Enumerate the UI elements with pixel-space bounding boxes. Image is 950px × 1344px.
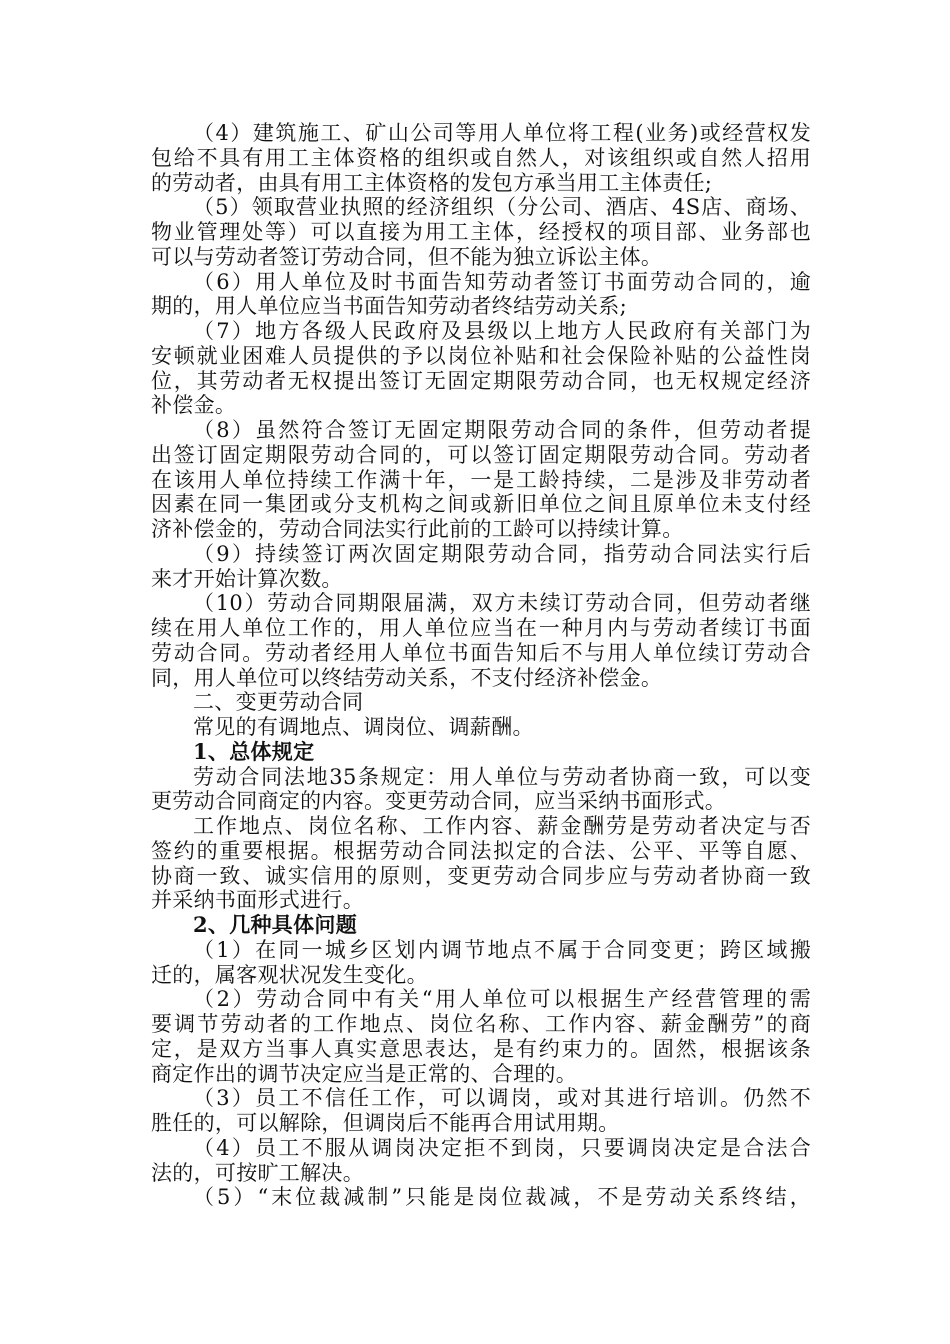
text-line: 协商一致、诚实信用的原则，变更劳动合同步应与劳动者协商一致	[151, 863, 811, 888]
text-line: 商定作出的调节决定应当是正常的、合理的。	[151, 1061, 577, 1086]
text-line: 可以与劳动者签订劳动合同，但不能为独立诉讼主体。	[151, 244, 663, 269]
text-line: 迁的，属客观状况发生变化。	[151, 962, 428, 987]
text-line: 包给不具有用工主体资格的组织或自然人，对该组织或自然人招用	[151, 145, 811, 170]
text-line: 出签订固定期限劳动合同的，可以签订固定期限劳动合同。劳动者	[151, 442, 811, 467]
text-line: 工作地点、岗位名称、工作内容、薪金酬劳是劳动者决定与否	[193, 814, 811, 838]
text-line: （1）在同一城乡区划内调节地点不属于合同变更；跨区域搬	[193, 937, 811, 962]
text-line: 的劳动者，由具有用工主体资格的发包方承当用工主体责任;	[151, 170, 713, 195]
document-page	[151, 121, 811, 1210]
text-line: （3）员工不信任工作，可以调岗，或对其进行培训。仍然不	[193, 1086, 811, 1111]
text-line: （7）地方各级人民政府及县级以上地方人民政府有关部门为	[193, 319, 811, 343]
section-heading: 2、几种具体问题	[193, 912, 358, 937]
text-line: 期的，用人单位应当书面告知劳动者终结劳动关系;	[151, 294, 627, 319]
text-line: 安顿就业困难人员提供的予以岗位补贴和社会保险补贴的公益性岗	[151, 343, 811, 368]
text-line: （2）劳动合同中有关“用人单位可以根据生产经营管理的需	[193, 987, 811, 1012]
text-line: 更劳动合同商定的内容。变更劳动合同，应当采纳书面形式。	[151, 789, 727, 814]
text-line: （8）虽然符合签订无固定期限劳动合同的条件，但劳动者提	[193, 418, 811, 442]
text-line: 在该用人单位持续工作满十年，一是工龄持续，二是涉及非劳动者	[151, 467, 811, 492]
text-line: （5）领取营业执照的经济组织（分公司、酒店、4S店、商场、	[193, 195, 811, 220]
text-line: 位，其劳动者无权提出签订无固定期限劳动合同，也无权规定经济	[151, 368, 811, 393]
text-line: （5）“末位裁减制”只能是岗位裁减，不是劳动关系终结，	[193, 1185, 811, 1210]
text-line: 同，用人单位可以终结劳动关系，不支付经济补偿金。	[151, 665, 663, 690]
text-line: 胜任的，可以解除，但调岗后不能再合用试用期。	[151, 1111, 620, 1135]
text-line: 续在用人单位工作的，用人单位应当在一种月内与劳动者续订书面	[151, 616, 811, 640]
text-line: 要调节劳动者的工作地点、岗位名称、工作内容、薪金酬劳”的商	[151, 1012, 811, 1036]
text-line: 法的，可按旷工解决。	[151, 1160, 364, 1185]
text-line: （6）用人单位及时书面告知劳动者签订书面劳动合同的，逾	[193, 269, 811, 294]
text-line: （4）员工不服从调岗决定拒不到岗，只要调岗决定是合法合	[193, 1135, 811, 1160]
text-line: （10）劳动合同期限届满，双方未续订劳动合同，但劳动者继	[193, 591, 811, 616]
text-line: 劳动合同。劳动者经用人单位书面告知后不与用人单位续订劳动合	[151, 640, 811, 665]
text-line: 补偿金。	[151, 393, 237, 418]
text-line: 因素在同一集团或分支机构之间或新旧单位之间且原单位未支付经	[151, 492, 811, 517]
text-line: 物业管理处等）可以直接为用工主体，经授权的项目部、业务部也	[151, 220, 811, 244]
text-line: 来才开始计算次数。	[151, 566, 343, 591]
text-line: 并采纳书面形式进行。	[151, 888, 364, 913]
text-line: 签约的重要根据。根据劳动合同法拟定的合法、公平、平等自愿、	[151, 838, 811, 863]
text-line: 劳动合同法地35条规定：用人单位与劳动者协商一致，可以变	[193, 764, 811, 789]
text-line: 济补偿金的，劳动合同法实行此前的工龄可以持续计算。	[151, 517, 684, 541]
text-line: （4）建筑施工、矿山公司等用人单位将工程(业务)或经营权发	[193, 121, 811, 145]
text-line: 定，是双方当事人真实意思表达，是有约束力的。固然，根据该条	[151, 1036, 811, 1061]
text-line: 常见的有调地点、调岗位、调薪酬。	[193, 715, 534, 739]
text-line: 二、变更劳动合同	[193, 690, 364, 715]
section-heading: 1、总体规定	[193, 738, 315, 764]
text-line: （9）持续签订两次固定期限劳动合同，指劳动合同法实行后	[193, 541, 811, 566]
